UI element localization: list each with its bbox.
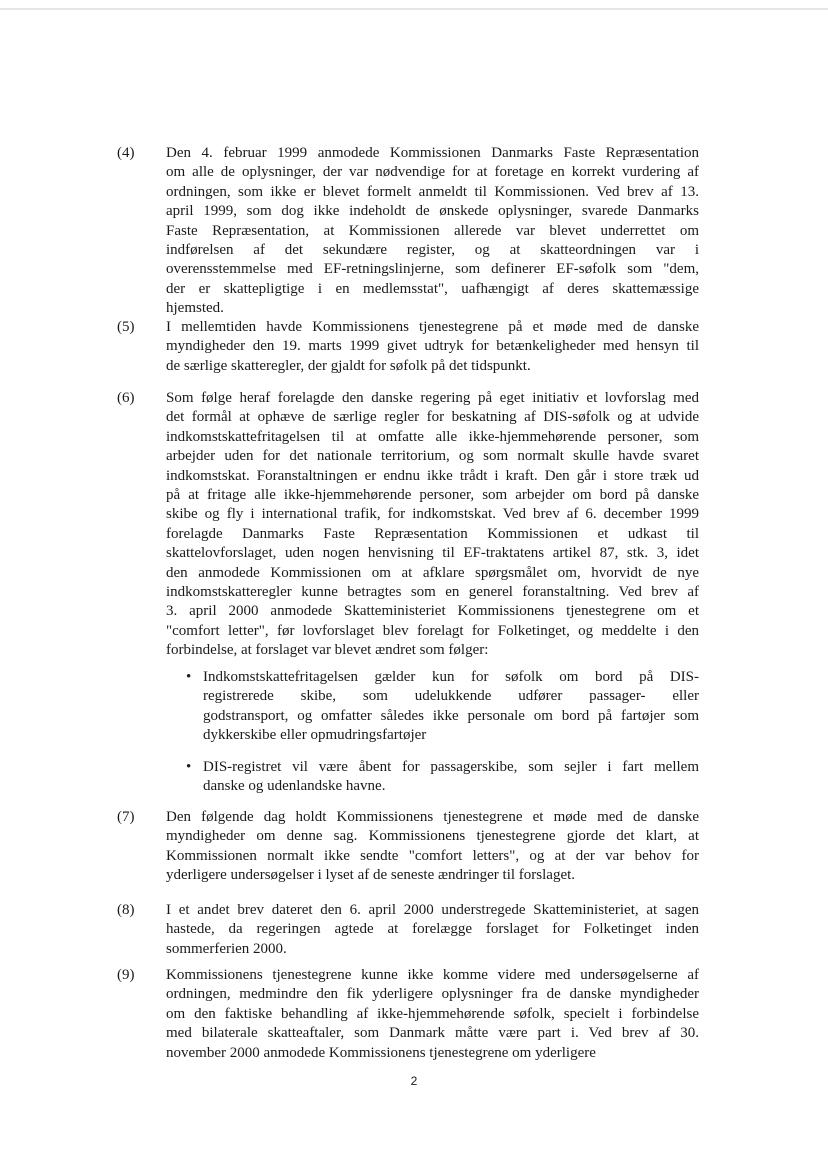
paragraph-number: (6) <box>117 390 135 406</box>
paragraph-number: (9) <box>117 967 135 983</box>
text-line: der er skattepligtige i en medlemsstat", uafhængigt af deres skattemæssige <box>166 280 699 297</box>
text-line: april 1999, som dog ikke indeholdt de ønskede oplysninger, svarede Danmarks <box>166 203 699 220</box>
paragraph-text <box>166 966 699 1063</box>
text-line: indkomstskatteregler kunne betragtes som en generel foranstaltning. Ved brev af <box>166 584 699 601</box>
text-line: hjemsted. <box>166 300 224 317</box>
text-line: Den følgende dag holdt Kommissionens tjenestegrene et møde med de danske <box>166 809 699 825</box>
page-number: 2 <box>410 1074 418 1088</box>
text-line: Den 4. februar 1999 anmodede Kommissionen Danmarks Faste Repræsentation <box>166 145 699 161</box>
text-line: myndigheder om denne sag. Kommissionens tjenestegrene gjorde det klart, at <box>166 828 699 845</box>
text-line: hastede, da regeringen agtede at forelægge forslaget for Folketinget inden <box>166 921 699 938</box>
text-line: indførelsen af det sekundære register, og at skatteordningen var i <box>166 242 699 259</box>
paragraph-number: (4) <box>117 145 135 161</box>
text-line: "comfort letter", før lovforslaget blev forelagt for Folketinget, og meddelte i den <box>166 622 699 639</box>
text-line: forelagde Danmarks Faste Repræsentation Kommissionen et udkast til <box>166 525 699 542</box>
text-line: yderligere undersøgelser i lyset af de seneste ændringer til forslaget. <box>166 867 576 884</box>
text-line: danske og udenlandske havne. <box>203 778 386 795</box>
text-line: på at fritage alle ikke-hjemmehørende personer, som arbejder om bord på danske <box>166 487 699 504</box>
text-line: med bilaterale skatteaftaler, som Danmark måtte være part i. Ved brev af 30. <box>166 1025 699 1042</box>
bullet-icon: • <box>186 669 192 685</box>
text-line: Kommissionens tjenestegrene kunne ikke komme videre med undersøgelserne af <box>166 967 699 983</box>
paragraph-text <box>166 318 699 376</box>
scan-edge-line <box>0 8 828 10</box>
text-line: overensstemmelse med EF-retningslinjerne, som definerer EF-søfolk som "dem, <box>166 261 699 278</box>
text-line: I mellemtiden havde Kommissionens tjenestegrene på et møde med de danske <box>166 319 699 335</box>
text-line: ordningen, som ikke er blevet formelt anmeldt til Kommissionen. Ved brev af 13. <box>166 183 699 200</box>
text-line: DIS-registret vil være åbent for passagerskibe, som sejler i fart mellem <box>203 759 699 775</box>
paragraph-number: (7) <box>117 809 135 825</box>
text-line: det formål at ophæve de særlige regler for beskatning af DIS-søfolk og at udvide <box>166 409 699 426</box>
text-line: 3. april 2000 anmodede Skatteministeriet Kommissionens tjenestegrene om et <box>166 603 699 620</box>
text-line: den anmodede Kommissionen om at afklare spørgsmålet om, hvorvidt de nye <box>166 564 699 581</box>
paragraph-text <box>166 389 699 661</box>
text-line: indkomstskattefritagelsen til at omfatte alle ikke-hjemmehørende personer, som <box>166 428 699 445</box>
text-line: registrerede skibe, som udelukkende udfører passager- eller <box>203 688 699 705</box>
text-line: om alle de oplysninger, der var nødvendige for at foretage en korrekt vurdering af <box>166 164 699 181</box>
text-line: de særlige skatteregler, der gjaldt for søfolk på det tidspunkt. <box>166 357 531 374</box>
text-line: Faste Repræsentation, at Kommissionen allerede var blevet underrettet om <box>166 222 699 239</box>
text-line: november 2000 anmodede Kommissionens tjenestegrene om yderligere <box>166 1044 596 1061</box>
text-line: forbindelse, at forslaget var blevet ændret som følger: <box>166 642 489 659</box>
text-line: sommerferien 2000. <box>166 940 287 957</box>
paragraph-text <box>166 901 699 959</box>
paragraph-text <box>166 808 699 886</box>
text-line: I et andet brev dateret den 6. april 2000 understregede Skatteministeriet, at sagen <box>166 902 699 918</box>
text-line: ordningen, medmindre den fik yderligere oplysninger fra de danske myndigheder <box>166 986 699 1003</box>
text-line: om den faktiske behandling af ikke-hjemmehørende søfolk, specielt i forbindelse <box>166 1005 699 1022</box>
text-line: skibe og fly i international trafik, for indkomstskat. Ved brev af 6. december 1999 <box>166 506 699 523</box>
bullet-icon: • <box>186 759 192 775</box>
text-line: dykkerskibe eller opmudringsfartøjer <box>203 727 427 744</box>
text-line: indkomstskat. Foranstaltningen er endnu ikke trådt i kraft. Den går i store træk ud <box>166 467 699 484</box>
paragraph-number: (5) <box>117 319 135 335</box>
text-line: Indkomstskattefritagelsen gælder kun for søfolk om bord på DIS- <box>203 669 699 685</box>
text-line: arbejder uden for det nationale territorium, og som normalt skulle havde svaret <box>166 448 699 465</box>
text-line: myndigheder den 19. marts 1999 givet udtryk for betænkeligheder med hensyn til <box>166 338 699 355</box>
text-line: Som følge heraf forelagde den danske regering på eget initiativ et lovforslag med <box>166 390 699 406</box>
text-line: Kommissionen normalt ikke sendte "comfort letters", og at der var behov for <box>166 847 699 864</box>
text-line: godstransport, og omfatter således ikke personale om bord på fartøjer som <box>203 707 699 724</box>
bullet-item-1 <box>186 668 699 746</box>
paragraph-text <box>166 144 699 319</box>
text-line: skattelovforslaget, uden nogen henvisning til EF-traktatens artikel 87, stk. 3, idet <box>166 545 699 562</box>
bullet-item-2 <box>186 758 699 797</box>
paragraph-number: (8) <box>117 902 135 918</box>
